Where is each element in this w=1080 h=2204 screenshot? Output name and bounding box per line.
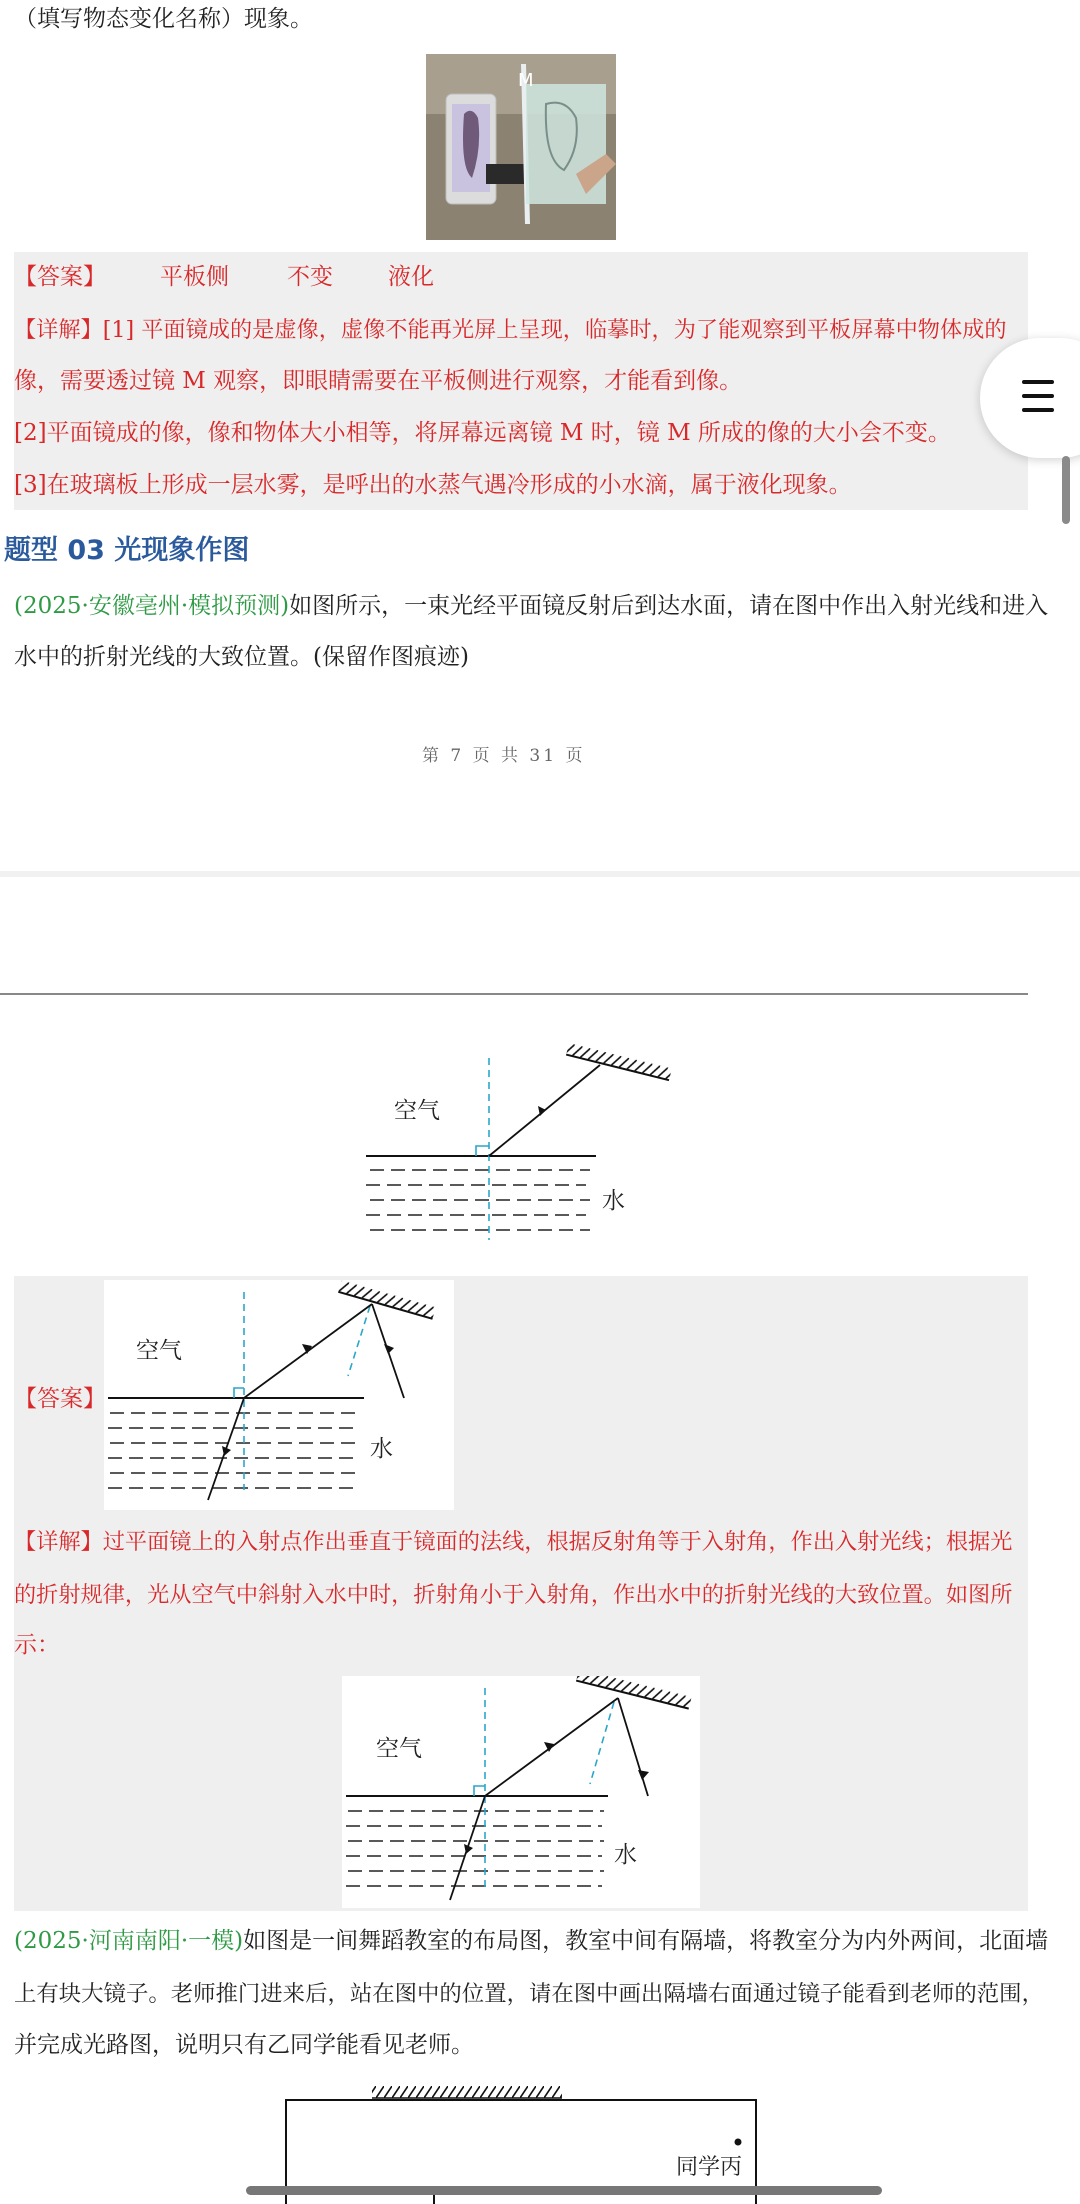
air-label: 空气 xyxy=(394,1098,440,1124)
detail-line: 的折射规律，光从空气中斜射入水中时，折射角小于入射角，作出水中的折射光线的大致位置。如图所 xyxy=(14,1582,1013,1608)
section-heading: 题型 03 光现象作图 xyxy=(4,535,250,566)
answer-blank-3: 液化 xyxy=(388,264,434,290)
detail-figure xyxy=(342,1676,700,1908)
question-fragment: （填写物态变化名称）现象。 xyxy=(14,6,313,32)
question-2-line: 上有块大镜子。老师推门进来后，站在图中的位置，请在图中画出隔墙右面通过镜子能看到老师的范围， xyxy=(14,1981,1044,2007)
tablet-mirror-photo xyxy=(426,54,616,240)
detail-line: [2]平面镜成的像，像和物体大小相等，将屏幕远离镜 M 时，镜 M 所成的像的大小会不变。 xyxy=(14,420,951,446)
air-label: 空气 xyxy=(136,1338,182,1364)
page-top-rule xyxy=(0,993,1028,995)
detail-line: [3]在玻璃板上形成一层水雾，是呼出的水蒸气遇冷形成的小水滴，属于液化现象。 xyxy=(14,472,852,498)
question-2-line: 并完成光路图，说明只有乙同学能看见老师。 xyxy=(14,2032,474,2058)
page-divider xyxy=(0,871,1080,877)
question-source: (2025·河南南阳·一模) xyxy=(14,1928,244,1954)
answer-blank-1: 平板侧 xyxy=(160,264,229,290)
detail-line: 【详解】过平面镜上的入射点作出垂直于镜面的法线，根据反射角等于入射角，作出入射光线；根据光 xyxy=(14,1529,1013,1555)
water-label: 水 xyxy=(602,1188,625,1214)
mirror-label: M xyxy=(518,70,534,91)
water-label: 水 xyxy=(614,1842,637,1868)
water-label: 水 xyxy=(370,1436,393,1462)
question-1-line: (2025·安徽亳州·模拟预测)如图所示，一束光经平面镜反射后到达水面，请在图中作出入射光线和进入 xyxy=(14,593,1049,619)
answer-blank-2: 不变 xyxy=(287,264,333,290)
student-label: 同学丙 xyxy=(676,2155,743,2180)
detail-line: 像，需要透过镜 M 观察，即眼睛需要在平板侧进行观察，才能看到像。 xyxy=(14,368,743,394)
home-indicator[interactable] xyxy=(246,2186,882,2195)
answer-label: 【答案】 xyxy=(14,1386,106,1412)
question-figure xyxy=(340,1040,700,1260)
air-label: 空气 xyxy=(376,1736,422,1762)
page-number: 第 7 页 共 31 页 xyxy=(422,746,586,766)
answer-figure xyxy=(104,1280,454,1510)
question-2-line: (2025·河南南阳·一模)如图是一间舞蹈教室的布局图，教室中间有隔墙，将教室分为内外两间，北面墙 xyxy=(14,1928,1049,1954)
detail-line: 示： xyxy=(14,1632,60,1658)
answer-label: 【答案】 xyxy=(14,264,106,290)
question-source: (2025·安徽亳州·模拟预测) xyxy=(14,593,290,619)
detail-line: 【详解】[1] 平面镜成的是虚像，虚像不能再光屏上呈现，临摹时，为了能观察到平板屏幕中物体成的 xyxy=(14,317,1007,343)
scrollbar-thumb[interactable] xyxy=(1062,456,1070,524)
question-1-line: 水中的折射光线的大致位置。(保留作图痕迹) xyxy=(14,644,469,670)
